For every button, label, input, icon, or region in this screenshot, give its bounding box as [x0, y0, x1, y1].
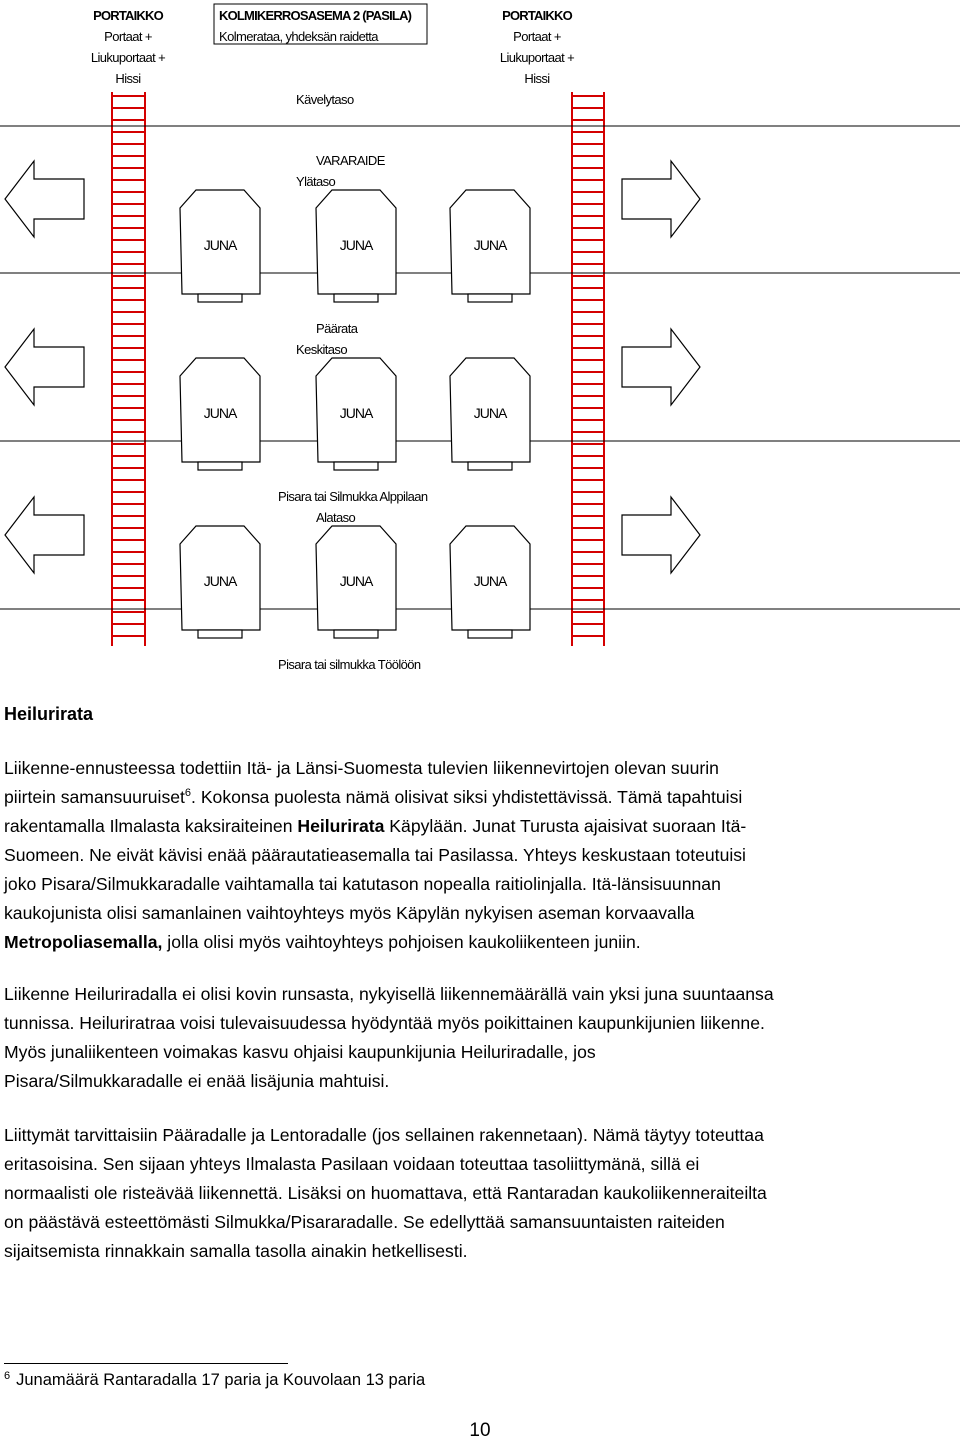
train-base — [468, 462, 512, 470]
text-line: on päästävä esteettömästi Silmukka/Pisararadalle. Se edellyttää samansuuntaisten raiteiden — [4, 1212, 725, 1232]
footnote-reference[interactable]: 6 — [184, 787, 192, 799]
text-line: Suomeen. Ne eivät kävisi enää päärautatieasemalla tai Pasilassa. Yhteys keskustaan toteutuisi — [4, 845, 746, 865]
text-line: Pisara/Silmukkaradalle ei enää lisäjunia mahtuisi. — [4, 1071, 390, 1091]
left-stairs-line: Portaat + — [104, 29, 152, 44]
station-cross-section-diagram — [0, 0, 960, 690]
train-base — [198, 630, 242, 638]
level-label: Ylätaso — [296, 174, 336, 189]
right-arrow-icon — [622, 497, 700, 573]
paragraph-3 — [4, 1121, 960, 1266]
train-base — [468, 630, 512, 638]
text-line: sijaitsemista rinnakkain samalla tasolla ainakin hetkellisesti. — [4, 1241, 468, 1261]
right-stairs-line: Hissi — [524, 71, 550, 86]
train-label: JUNA — [473, 573, 507, 589]
train-base — [198, 462, 242, 470]
paragraph-2 — [4, 980, 960, 1096]
train-icon — [316, 190, 396, 302]
train-label: JUNA — [339, 237, 373, 253]
train-base — [198, 294, 242, 302]
text-line — [4, 812, 960, 841]
text-line: Liikenne Heiluriradalla ei olisi kovin runsasta, nykyisellä liikennemäärällä vain yksi juna suuntaansa — [4, 984, 774, 1004]
text-span: jolla olisi myös vaihtoyhteys pohjoisen kaukoliikenteen juniin. — [162, 932, 641, 952]
text-line: Liikenne-ennusteessa todettiin Itä- ja Länsi-Suomesta tulevien liikennevirtojen olevan suurin — [4, 758, 719, 778]
text-line: normaalisti ole risteävää liikennettä. Lisäksi on huomattava, että Rantaradan kaukoliikenneraiteilta — [4, 1183, 767, 1203]
text-line: tunnissa. Heiluriratraa voisi tulevaisuudessa hyödyntää myös poikittainen kaupunkijunien liikenne. — [4, 1013, 765, 1033]
train-base — [334, 630, 378, 638]
text-span: piirtein samansuuruiset — [4, 787, 185, 807]
section-heading: Heilurirata — [4, 704, 94, 724]
right-arrow-icon — [622, 161, 700, 237]
right-arrow-icon — [622, 329, 700, 405]
train-icon — [180, 358, 260, 470]
bottom-level-label: Pisara tai silmukka Töölöön — [278, 657, 421, 672]
bold-term: Metropoliasemalla, — [4, 932, 163, 952]
center-header-title: KOLMIKERROSASEMA 2 (PASILA) — [219, 8, 412, 23]
text-line — [4, 928, 960, 957]
page-number: 10 — [469, 1420, 491, 1441]
train-label: JUNA — [203, 405, 237, 421]
left-arrow-icon — [5, 497, 84, 573]
level-name-label: Pisara tai Silmukka Alppilaan — [278, 489, 428, 504]
right-stairs-header — [500, 8, 574, 86]
right-stairs-line: Portaat + — [513, 29, 561, 44]
left-stairs-line: Hissi — [115, 71, 141, 86]
left-stairs-header — [91, 8, 165, 86]
text-line: kaukojunista olisi samanlainen vaihtoyhteys myös Käpylän nykyisen aseman korvaavalla — [4, 903, 695, 923]
text-line — [4, 783, 960, 812]
train-base — [468, 294, 512, 302]
train-base — [334, 294, 378, 302]
footnote — [4, 1370, 425, 1390]
train-icon — [450, 358, 530, 470]
level-name-label: VARARAIDE — [316, 153, 385, 168]
text-line: Liittymät tarvittaisiin Pääradalle ja Lentoradalle (jos sellainen rakennetaan). Nämä täytyy toteuttaa — [4, 1125, 764, 1145]
train-label: JUNA — [203, 573, 237, 589]
level-label: Alataso — [316, 510, 356, 525]
left-arrow-icon — [5, 161, 84, 237]
footnote-text: Junamäärä Rantaradalla 17 paria ja Kouvolaan 13 paria — [16, 1371, 426, 1389]
train-label: JUNA — [473, 405, 507, 421]
train-icon — [180, 526, 260, 638]
train-label: JUNA — [473, 237, 507, 253]
text-span: rakentamalla Ilmalasta kaksiraiteinen — [4, 816, 298, 836]
walkway-label: Kävelytaso — [296, 92, 354, 107]
right-stairs-title: PORTAIKKO — [502, 8, 572, 23]
center-header-subtitle: Kolmerataa, yhdeksän raidetta — [219, 29, 378, 44]
train-label: JUNA — [203, 237, 237, 253]
text-line: joko Pisara/Silmukkaradalle vaihtamalla tai katutason nopealla raitiolinjalla. Itä-länsisuunnan — [4, 874, 721, 894]
train-base — [334, 462, 378, 470]
train-shapes — [180, 190, 530, 638]
paragraph-1 — [4, 754, 960, 957]
right-stairs-line: Liukuportaat + — [499, 50, 575, 65]
text-line: Myös junaliikenteen voimakas kasvu ohjaisi kaupunkijunia Heiluriradalle, jos — [4, 1042, 596, 1062]
train-icon — [180, 190, 260, 302]
train-label: JUNA — [339, 573, 373, 589]
text-span: Käpylään. Junat Turusta ajaisivat suoraan Itä- — [384, 816, 747, 836]
train-icon — [450, 526, 530, 638]
left-stairs-title: PORTAIKKO — [93, 8, 163, 23]
train-icon — [316, 358, 396, 470]
left-arrow-icon — [5, 329, 84, 405]
level-name-label: Päärata — [316, 321, 358, 336]
footnote-number: 6 — [4, 1370, 11, 1382]
train-icon — [316, 526, 396, 638]
level-label: Keskitaso — [296, 342, 347, 357]
train-label: JUNA — [339, 405, 373, 421]
footnote-separator — [4, 1363, 288, 1364]
train-icon — [450, 190, 530, 302]
text-span: . Kokonsa puolesta nämä olisivat siksi yhdistettävissä. Tämä tapahtuisi — [191, 787, 743, 807]
bold-term: Heilurirata — [297, 816, 385, 836]
text-line: eritasoisina. Sen sijaan yhteys Ilmalasta Pasilaan voidaan toteuttaa tasoliittymänä, sillä ei — [4, 1154, 700, 1174]
left-stairs-line: Liukuportaat + — [90, 50, 166, 65]
